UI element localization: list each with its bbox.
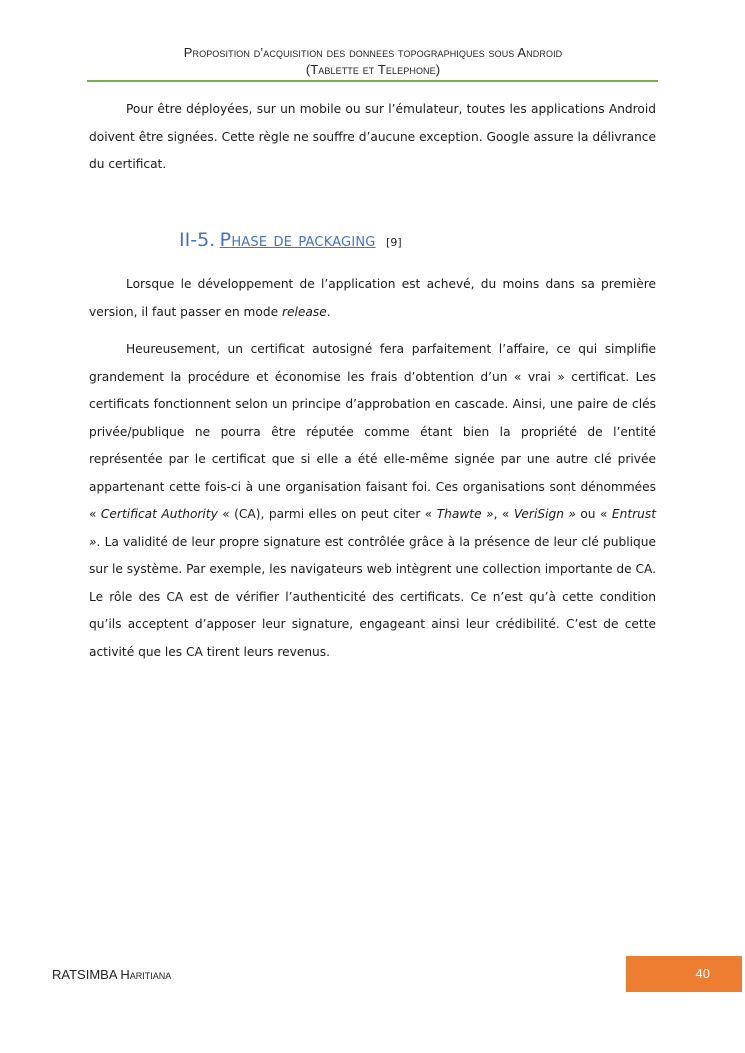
footer-author: RATSIMBA Haritiana xyxy=(52,967,172,982)
header-rule xyxy=(87,80,658,82)
term-certificat-authority: Certificat Authority xyxy=(100,507,218,521)
page-number: 40 xyxy=(695,966,710,981)
para3-part-4: ou « xyxy=(575,507,612,521)
paragraph-release xyxy=(89,271,656,326)
section-number: II-5. xyxy=(179,229,216,251)
header-title-line-1: Proposition d’acquisition des donnees topographiques sous Android xyxy=(183,45,563,60)
section-title-link[interactable]: Phase de packaging xyxy=(219,229,376,251)
release-term: release xyxy=(282,304,327,319)
section-heading xyxy=(179,229,402,251)
paragraph-release-main: Lorsque le développement de l’application est achevé, du moins dans sa première version, il faut passer en mode xyxy=(89,277,656,319)
para3-part-3: , « xyxy=(493,507,514,521)
term-thawte: Thawte » xyxy=(436,507,494,521)
header-title-line-2: (Tablette et Telephone) xyxy=(305,62,441,77)
page-number-box xyxy=(626,956,742,992)
paragraph-certificates-text xyxy=(89,336,656,666)
running-header xyxy=(88,44,658,78)
paragraph-certificates xyxy=(89,336,656,666)
para3-part-1: Heureusement, un certificat autosigné fera parfaitement l’affaire, ce qui simplifie grandement la procédure et économise les frais d’obtention d’un « vrai » certificat. Les certificats fonctionnent selon un principe d’approbation en cascade. Ainsi, une paire de clés privée/publique ne pourra être réputée comme étant bien la propriété de l’entité représentée par le certificat que si elle a été elle-même signée par une autre clé privée appartenant cette fois-ci à une organisation faisant foi. Ces organisations sont dénommées « xyxy=(89,342,656,521)
term-verisign: VeriSign » xyxy=(513,507,576,521)
para3-part-2: « (CA), parmi elles on peut citer « xyxy=(217,507,437,521)
paragraph-release-text xyxy=(89,271,656,326)
para3-part-5: . La validité de leur propre signature est contrôlée grâce à la présence de leur clé publique sur le système. Par exemple, les navigateurs web intègrent une collection importante de CA. Le rôle des CA est de vérifier l’authenticité des certificats. Ce n’est qu’à cette condition qu’ils acceptent d’apposer leur signature, engageant ainsi leur crédibilité. C’est de cette activité que les CA tirent leurs revenus. xyxy=(89,534,656,659)
paragraph-signing xyxy=(89,96,656,179)
paragraph-release-end: . xyxy=(326,304,331,319)
paragraph-signing-text: Pour être déployées, sur un mobile ou sur l’émulateur, toutes les applications Android doivent être signées. Cette règle ne souffre d’aucune exception. Google assure la délivrance du certificat. xyxy=(89,102,656,171)
section-reference: [9] xyxy=(386,236,402,249)
term-entrust: Entrust » xyxy=(89,507,656,549)
